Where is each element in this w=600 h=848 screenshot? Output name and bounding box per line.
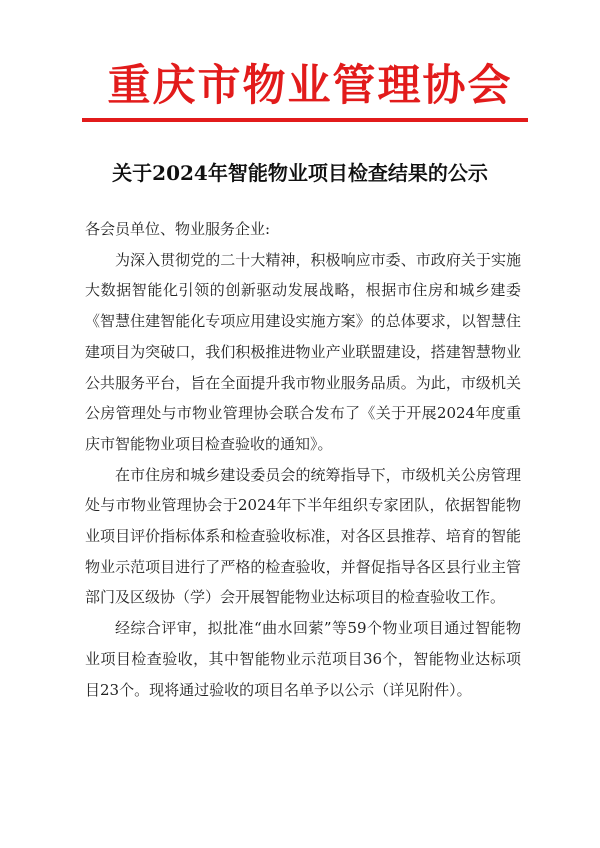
salutation: 各会员单位、物业服务企业: xyxy=(85,220,271,238)
letterhead-org-name: 重庆市物业管理协会 xyxy=(107,61,513,111)
body-paragraph-3: 经综合评审，拟批准“曲水回萦”等59个物业项目通过智能物业项目检查验收，其中智能物业示范项目36个，智能物业达标项目23个。现将通过验收的项目名单予以公示（详见附件）。 xyxy=(85,619,521,699)
body-paragraph-2: 在市住房和城乡建设委员会的统筹指导下，市级机关公房管理处与市物业管理协会于2024年下半年组织专家团队，依据智能物业项目评价指标体系和检查验收标准，对各区县推荐、培育的智能物业示范项目进行了严格的检查验收，并督促指导各区县行业主管部门及区级协（学）会开展智能物业达标项目的检查验收工作。 xyxy=(85,465,521,607)
letterhead-red-rule xyxy=(82,118,528,122)
document-body xyxy=(85,214,521,705)
document-title: 关于2024年智能物业项目检查结果的公示 xyxy=(112,161,488,185)
body-paragraph-1: 为深入贯彻党的二十大精神，积极响应市委、市政府关于实施大数据智能化引领的创新驱动发展战略，根据市住房和城乡建委《智慧住建智能化专项应用建设实施方案》的总体要求，以智慧住建项目为突破口，我们积极推进物业产业联盟建设，搭建智慧物业公共服务平台，旨在全面提升我市物业服务品质。为此，市级机关公房管理处与市物业管理协会联合发布了《关于开展2024年度重庆市智能物业项目检查验收的通知》。 xyxy=(85,250,521,453)
